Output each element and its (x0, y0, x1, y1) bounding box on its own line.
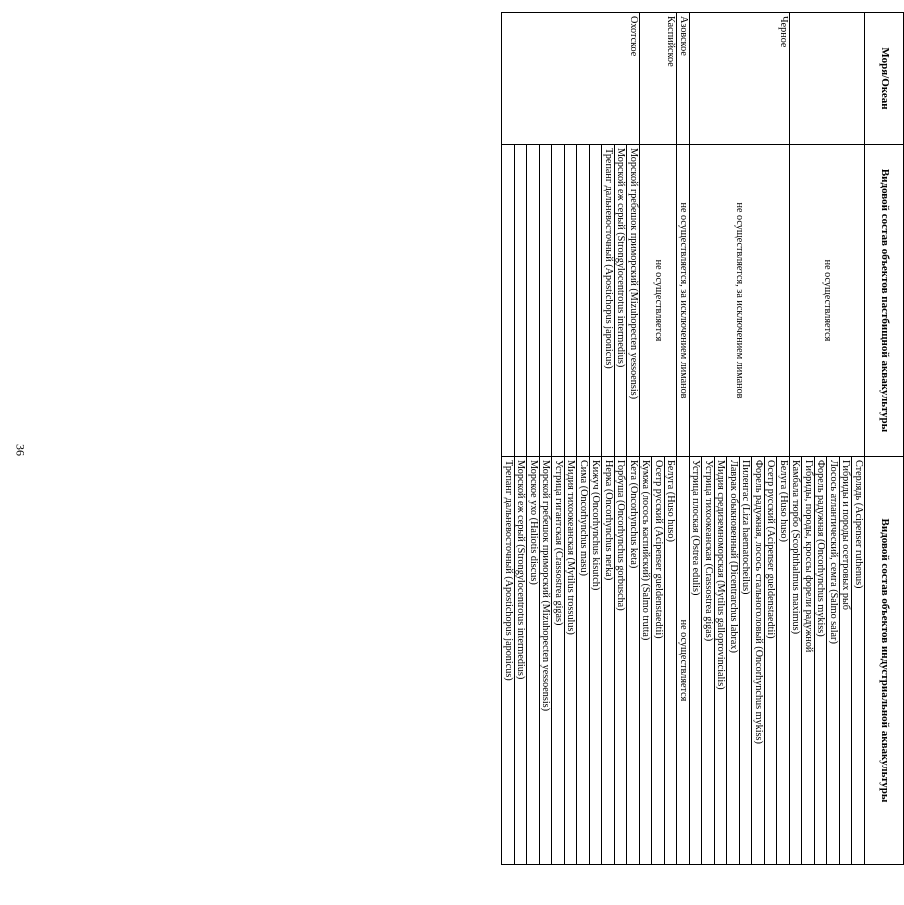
industrial-species-cell: Гибриды и породы осетровых рыб (840, 457, 853, 865)
industrial-species-cell: Горбуша (Oncorhynchus gorbuscha) (615, 457, 628, 865)
industrial-species-cell: Осетр русский (Acipenser gueldenstaedtii) (765, 457, 778, 865)
table-row (777, 13, 790, 865)
pasture-species-cell (577, 145, 590, 457)
table-row (677, 13, 690, 865)
industrial-species-cell: Морское ухо (Haliotis discus) (527, 457, 540, 865)
industrial-species-cell: Морской еж серый (Strongylocentrotus intermedius) (515, 457, 528, 865)
industrial-species-cell: Пиленгас (Liza haematocheilus) (740, 457, 753, 865)
industrial-species-cell: Белуга (Huso huso) (665, 457, 678, 865)
pasture-species-cell (515, 145, 528, 457)
sea-name-cell: Азовское (677, 13, 690, 145)
industrial-species-cell: Форель радужная (Oncorhynchus mykiss) (815, 457, 828, 865)
pasture-cell: не осуществляется, за исключением лиманов (690, 145, 790, 457)
page-number: 36 (13, 444, 28, 456)
sea-name-cell: Каспийское (640, 13, 678, 145)
table-row (852, 13, 865, 865)
pasture-species-cell: Трепанг дальневосточный (Apostichopus japonicus) (602, 145, 615, 457)
header-industrial: Видовой состав объектов индустриальной аквакультуры (865, 457, 904, 865)
industrial-species-cell: Форель радужная, лосось стальноголовый (Oncorhynchus mykiss) (752, 457, 765, 865)
table-row (627, 13, 640, 865)
industrial-species-cell: Кумжа (лосось каспийский) (Salmo trutta) (640, 457, 653, 865)
industrial-species-cell: Кижуч (Oncorhynchus kisutch) (590, 457, 603, 865)
pasture-species-cell (590, 145, 603, 457)
industrial-species-cell: Стерлядь (Acipenser ruthenus) (852, 457, 865, 865)
pasture-species-cell: Морской гребешок приморский (Mizuhopecten yessoensis) (627, 145, 640, 457)
pasture-species-cell (540, 145, 553, 457)
industrial-species-cell: Трепанг дальневосточный (Apostichopus japonicus) (502, 457, 515, 865)
industrial-species-cell: Кета (Oncorhynchus keta) (627, 457, 640, 865)
industrial-species-cell: Мидия тихоокеанская (Mytilus trossulus) (565, 457, 578, 865)
industrial-species-cell: Мидия средиземноморская (Mytilus galloprovincialis) (715, 457, 728, 865)
pasture-cell: не осуществляется, за исключением лиманов (677, 145, 690, 457)
industrial-species-cell: Лосось атлантический, семга (Salmo salar) (827, 457, 840, 865)
industrial-species-cell: Устрица плоская (Ostrea edulis) (690, 457, 703, 865)
sea-name-cell (790, 13, 865, 145)
table-row (665, 13, 678, 865)
industrial-species-cell: Гибриды, породы, кроссы форели радужной (802, 457, 815, 865)
pasture-species-cell (552, 145, 565, 457)
pasture-cell: не осуществляется (640, 145, 678, 457)
aquaculture-species-table (502, 12, 904, 865)
pasture-species-cell (565, 145, 578, 457)
rotated-table-sheet (332, 12, 904, 864)
industrial-species-cell: Лаврак обыкновенный (Dicentrarchus labrax) (727, 457, 740, 865)
header-pasture: Видовой состав объектов пастбищной аквакультуры (865, 145, 904, 457)
pasture-species-cell (527, 145, 540, 457)
industrial-species-cell: Нерка (Oncorhynchus nerka) (602, 457, 615, 865)
sea-name-cell: Черное (690, 13, 790, 145)
pasture-species-cell: Морской еж серый (Strongylocentrotus intermedius) (615, 145, 628, 457)
pasture-cell: не осуществляется (790, 145, 865, 457)
sea-name-cell: Охотское (502, 13, 640, 145)
pasture-species-cell (502, 145, 515, 457)
industrial-species-cell: Сима (Oncorhynchus masu) (577, 457, 590, 865)
header-sea: Моря/Океан (865, 13, 904, 145)
industrial-species-cell: Белуга (Huso huso) (777, 457, 790, 865)
industrial-species-cell: Камбала тюрбо (Scophthalmus maximus) (790, 457, 803, 865)
industrial-species-cell: Осетр русский (Acipenser gueldenstaedtii) (652, 457, 665, 865)
industrial-species-cell: Устрица гигантская (Crassostrea gigas) (552, 457, 565, 865)
industrial-species-cell: Устрица тихоокеанская (Crassostrea gigas) (702, 457, 715, 865)
table-header-row (865, 13, 904, 865)
industrial-species-cell: не осуществляется (677, 457, 690, 865)
industrial-species-cell: Морской гребешок приморский (Mizuhopecten yessoensis) (540, 457, 553, 865)
